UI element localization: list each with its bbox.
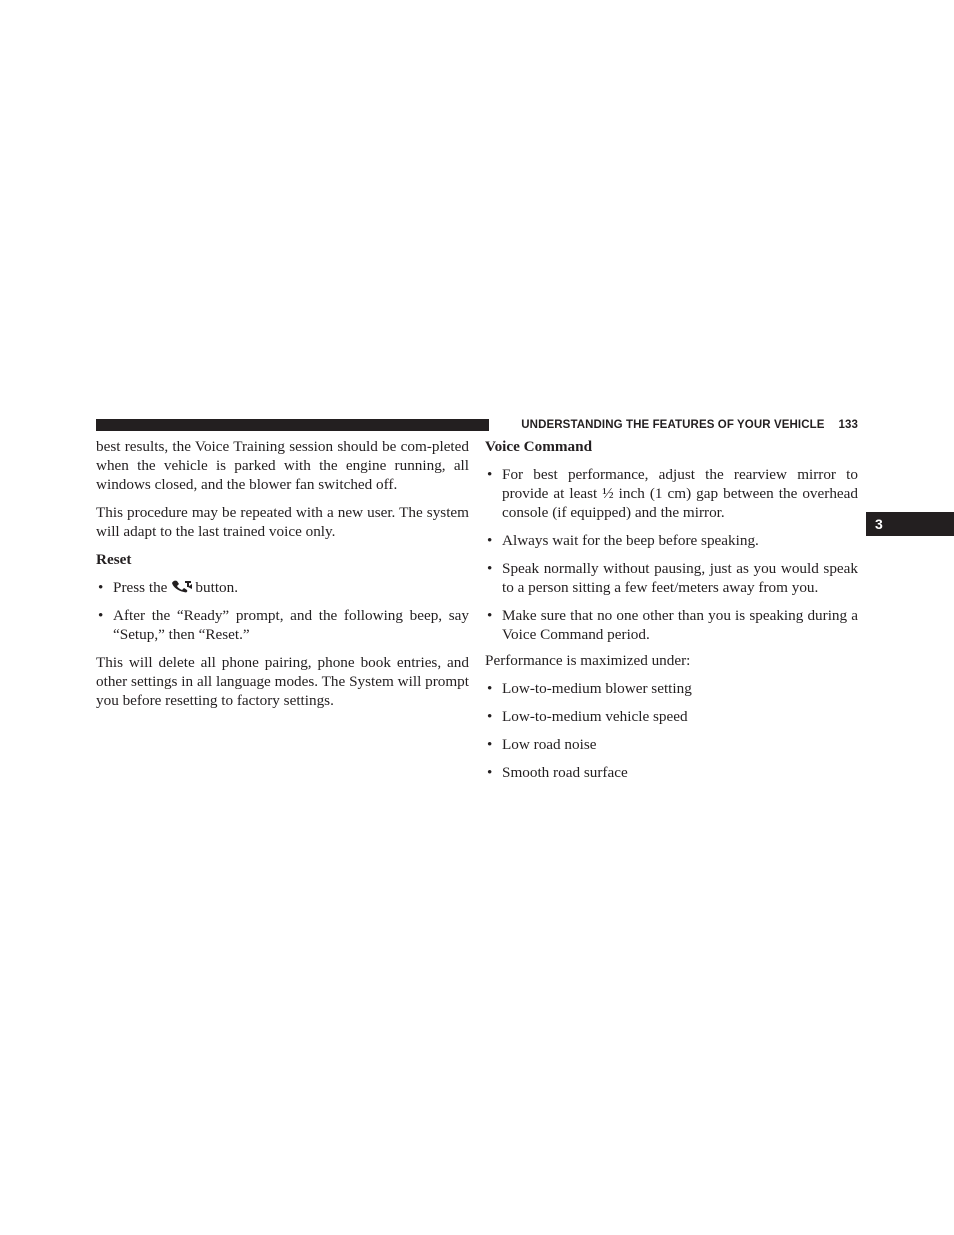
left-column	[96, 437, 469, 710]
section-title: UNDERSTANDING THE FEATURES OF YOUR VEHICLE	[521, 419, 825, 431]
list-item: • Speak normally without pausing, just as you would speak to a person sitting a few feet/meters away from you.	[487, 560, 858, 596]
list-item: • Low road noise	[487, 736, 597, 753]
section-heading-voice-command: Voice Command	[485, 438, 593, 455]
paragraph: This procedure may be repeated with a new user. The system will adapt to the last trained voice only.	[96, 504, 469, 540]
header-rule	[96, 419, 489, 431]
voice-command-tips-list	[485, 465, 858, 644]
right-column	[485, 437, 858, 782]
list-item: • Smooth road surface	[487, 764, 628, 781]
section-heading-reset: Reset	[96, 551, 132, 568]
list-item: • Make sure that no one other than you is speaking during a Voice Command period.	[487, 607, 858, 643]
list-item: • After the “Ready” prompt, and the following beep, say “Setup,” then “Reset.”	[98, 607, 469, 643]
page-number: 133	[838, 419, 858, 431]
chapter-tab[interactable]: 3	[866, 512, 954, 536]
reset-steps-list	[96, 578, 469, 644]
paragraph: This will delete all phone pairing, phone book entries, and other settings in all language modes. The System will prompt you before resetting to factory settings.	[96, 654, 469, 709]
list-item: • Press the button.	[98, 579, 239, 596]
paragraph: Performance is maximized under:	[485, 652, 691, 669]
performance-conditions-list	[485, 679, 858, 782]
list-item: • Always wait for the beep before speaking.	[487, 532, 759, 549]
list-item: • For best performance, adjust the rearview mirror to provide at least ½ inch (1 cm) gap between the overhead console (if equipped) and the mirror.	[487, 466, 858, 521]
list-item: • Low-to-medium blower setting	[487, 680, 692, 697]
running-header	[498, 417, 858, 433]
list-item: • Low-to-medium vehicle speed	[487, 708, 688, 725]
phone-icon	[171, 580, 193, 593]
paragraph: best results, the Voice Training session should be com-pleted when the vehicle is parked with the engine running, all windows closed, and the blower fan switched off.	[96, 438, 469, 493]
